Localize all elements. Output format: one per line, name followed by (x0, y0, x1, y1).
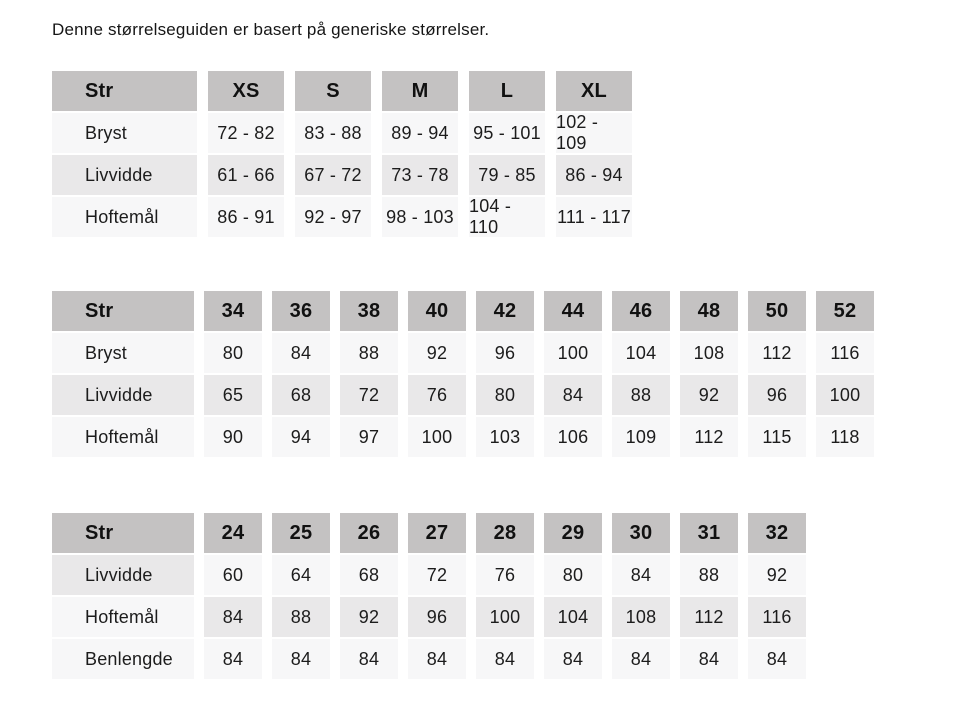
value-cell: 84 (408, 639, 466, 679)
value-cell: 92 (408, 333, 466, 373)
table-row (52, 113, 960, 153)
header-cell: 30 (612, 513, 670, 553)
value-cell: 89 - 94 (382, 113, 458, 153)
value-cell: 83 - 88 (295, 113, 371, 153)
header-cell: L (469, 71, 545, 111)
value-cell: 112 (680, 417, 738, 457)
row-label: Livvidde (52, 555, 194, 595)
header-cell: 52 (816, 291, 874, 331)
value-cell: 84 (272, 333, 330, 373)
value-cell: 103 (476, 417, 534, 457)
header-cell: 48 (680, 291, 738, 331)
table-row (52, 597, 960, 637)
value-cell: 61 - 66 (208, 155, 284, 195)
value-cell: 96 (476, 333, 534, 373)
header-cell: 31 (680, 513, 738, 553)
value-cell: 86 - 91 (208, 197, 284, 237)
header-cell: XS (208, 71, 284, 111)
value-cell: 72 (340, 375, 398, 415)
value-cell: 80 (476, 375, 534, 415)
row-label: Hoftemål (52, 197, 197, 237)
value-cell: 88 (340, 333, 398, 373)
size-table-jeans-sizes (52, 513, 960, 679)
header-cell: 34 (204, 291, 262, 331)
header-cell: M (382, 71, 458, 111)
value-cell: 84 (544, 375, 602, 415)
row-label: Benlengde (52, 639, 194, 679)
header-cell: 36 (272, 291, 330, 331)
value-cell: 118 (816, 417, 874, 457)
value-cell: 76 (476, 555, 534, 595)
header-cell: 27 (408, 513, 466, 553)
table-row (52, 333, 960, 373)
value-cell: 67 - 72 (295, 155, 371, 195)
row-label: Bryst (52, 113, 197, 153)
value-cell: 106 (544, 417, 602, 457)
value-cell: 116 (816, 333, 874, 373)
value-cell: 108 (680, 333, 738, 373)
value-cell: 76 (408, 375, 466, 415)
value-cell: 80 (204, 333, 262, 373)
value-cell: 95 - 101 (469, 113, 545, 153)
value-cell: 111 - 117 (556, 197, 632, 237)
header-cell: 32 (748, 513, 806, 553)
table-row (52, 555, 960, 595)
value-cell: 80 (544, 555, 602, 595)
value-cell: 84 (204, 639, 262, 679)
value-cell: 84 (476, 639, 534, 679)
value-cell: 104 (544, 597, 602, 637)
value-cell: 94 (272, 417, 330, 457)
size-table-numeric-sizes (52, 291, 960, 457)
value-cell: 84 (544, 639, 602, 679)
value-cell: 112 (748, 333, 806, 373)
header-cell-label: Str (52, 513, 194, 553)
row-label: Hoftemål (52, 597, 194, 637)
table-row (52, 197, 960, 237)
value-cell: 100 (476, 597, 534, 637)
table-row (52, 417, 960, 457)
table-row (52, 155, 960, 195)
value-cell: 90 (204, 417, 262, 457)
value-cell: 84 (612, 639, 670, 679)
header-cell-label: Str (52, 71, 197, 111)
value-cell: 102 - 109 (556, 113, 632, 153)
value-cell: 100 (408, 417, 466, 457)
value-cell: 73 - 78 (382, 155, 458, 195)
header-cell: 24 (204, 513, 262, 553)
header-cell-label: Str (52, 291, 194, 331)
value-cell: 84 (748, 639, 806, 679)
header-cell: 25 (272, 513, 330, 553)
value-cell: 88 (612, 375, 670, 415)
value-cell: 104 (612, 333, 670, 373)
header-cell: 26 (340, 513, 398, 553)
value-cell: 104 - 110 (469, 197, 545, 237)
header-cell: 50 (748, 291, 806, 331)
value-cell: 68 (340, 555, 398, 595)
table-header-row (52, 71, 960, 111)
value-cell: 72 (408, 555, 466, 595)
value-cell: 116 (748, 597, 806, 637)
table-header-row (52, 291, 960, 331)
value-cell: 109 (612, 417, 670, 457)
value-cell: 84 (680, 639, 738, 679)
value-cell: 100 (544, 333, 602, 373)
value-cell: 79 - 85 (469, 155, 545, 195)
value-cell: 108 (612, 597, 670, 637)
size-table-letter-sizes (52, 71, 960, 237)
value-cell: 65 (204, 375, 262, 415)
value-cell: 84 (612, 555, 670, 595)
header-cell: 42 (476, 291, 534, 331)
row-label: Livvidde (52, 155, 197, 195)
value-cell: 84 (340, 639, 398, 679)
header-cell: XL (556, 71, 632, 111)
header-cell: 29 (544, 513, 602, 553)
value-cell: 96 (408, 597, 466, 637)
header-cell: 28 (476, 513, 534, 553)
value-cell: 88 (680, 555, 738, 595)
row-label: Hoftemål (52, 417, 194, 457)
header-cell: 46 (612, 291, 670, 331)
value-cell: 86 - 94 (556, 155, 632, 195)
value-cell: 64 (272, 555, 330, 595)
value-cell: 96 (748, 375, 806, 415)
value-cell: 92 (748, 555, 806, 595)
table-header-row (52, 513, 960, 553)
value-cell: 88 (272, 597, 330, 637)
value-cell: 97 (340, 417, 398, 457)
value-cell: 68 (272, 375, 330, 415)
row-label: Livvidde (52, 375, 194, 415)
header-cell: S (295, 71, 371, 111)
value-cell: 112 (680, 597, 738, 637)
value-cell: 84 (204, 597, 262, 637)
table-row (52, 639, 960, 679)
value-cell: 92 (680, 375, 738, 415)
header-cell: 44 (544, 291, 602, 331)
row-label: Bryst (52, 333, 194, 373)
header-cell: 40 (408, 291, 466, 331)
value-cell: 72 - 82 (208, 113, 284, 153)
table-row (52, 375, 960, 415)
value-cell: 92 (340, 597, 398, 637)
intro-text: Denne størrelseguiden er basert på generiske størrelser. (52, 20, 490, 39)
value-cell: 84 (272, 639, 330, 679)
header-cell: 38 (340, 291, 398, 331)
value-cell: 100 (816, 375, 874, 415)
value-cell: 60 (204, 555, 262, 595)
value-cell: 98 - 103 (382, 197, 458, 237)
value-cell: 92 - 97 (295, 197, 371, 237)
value-cell: 115 (748, 417, 806, 457)
